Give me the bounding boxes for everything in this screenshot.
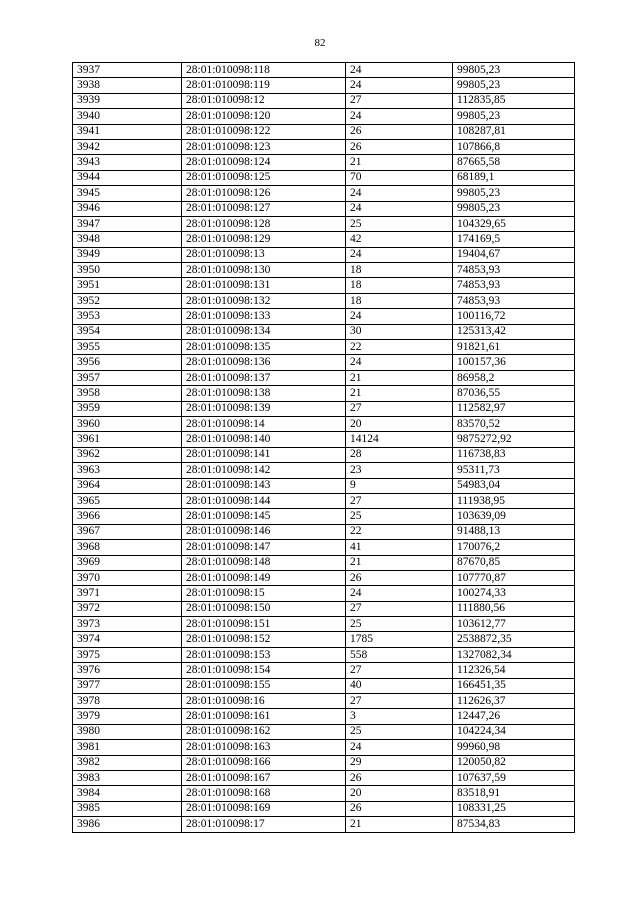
cadastral-number-cell: 28:01:010098:166 — [182, 755, 346, 770]
value-cell: 166451,35 — [453, 678, 575, 693]
cadastral-number-cell: 28:01:010098:151 — [182, 617, 346, 632]
table-row — [73, 786, 575, 801]
value-cell: 68189,1 — [453, 170, 575, 185]
value-cell: 99805,23 — [453, 186, 575, 201]
value-cell: 87534,83 — [453, 817, 575, 832]
area-cell: 25 — [346, 509, 453, 524]
cadastral-number-cell: 28:01:010098:137 — [182, 370, 346, 385]
area-cell: 27 — [346, 493, 453, 508]
cadastral-number-cell: 28:01:010098:118 — [182, 63, 346, 78]
area-cell: 21 — [346, 370, 453, 385]
cadastral-number-cell: 28:01:010098:168 — [182, 786, 346, 801]
table-row — [73, 93, 575, 108]
row-index-cell: 3942 — [73, 139, 182, 154]
table-row — [73, 155, 575, 170]
row-index-cell: 3952 — [73, 293, 182, 308]
area-cell: 20 — [346, 786, 453, 801]
area-cell: 21 — [346, 817, 453, 832]
value-cell: 112326,54 — [453, 663, 575, 678]
cadastral-number-cell: 28:01:010098:141 — [182, 447, 346, 462]
table-row — [73, 401, 575, 416]
table-row — [73, 601, 575, 616]
table-row — [73, 463, 575, 478]
row-index-cell: 3947 — [73, 216, 182, 231]
value-cell: 120050,82 — [453, 755, 575, 770]
area-cell: 26 — [346, 770, 453, 785]
table-row — [73, 694, 575, 709]
area-cell: 24 — [346, 201, 453, 216]
area-cell: 18 — [346, 293, 453, 308]
value-cell: 86958,2 — [453, 370, 575, 385]
row-index-cell: 3974 — [73, 632, 182, 647]
value-cell: 91821,61 — [453, 340, 575, 355]
cadastral-number-cell: 28:01:010098:130 — [182, 263, 346, 278]
value-cell: 99805,23 — [453, 201, 575, 216]
row-index-cell: 3963 — [73, 463, 182, 478]
cadastral-number-cell: 28:01:010098:123 — [182, 139, 346, 154]
area-cell: 25 — [346, 216, 453, 231]
row-index-cell: 3957 — [73, 370, 182, 385]
row-index-cell: 3958 — [73, 386, 182, 401]
area-cell: 41 — [346, 540, 453, 555]
row-index-cell: 3975 — [73, 647, 182, 662]
area-cell: 22 — [346, 340, 453, 355]
cadastral-number-cell: 28:01:010098:136 — [182, 355, 346, 370]
value-cell: 87670,85 — [453, 555, 575, 570]
cadastral-number-cell: 28:01:010098:129 — [182, 232, 346, 247]
value-cell: 107866,8 — [453, 139, 575, 154]
row-index-cell: 3959 — [73, 401, 182, 416]
value-cell: 112582,97 — [453, 401, 575, 416]
value-cell: 95311,73 — [453, 463, 575, 478]
value-cell: 99805,23 — [453, 78, 575, 93]
table-row — [73, 478, 575, 493]
table-row — [73, 355, 575, 370]
cadastral-number-cell: 28:01:010098:152 — [182, 632, 346, 647]
data-table — [72, 62, 575, 833]
table-row — [73, 340, 575, 355]
row-index-cell: 3943 — [73, 155, 182, 170]
value-cell: 99805,23 — [453, 109, 575, 124]
table-row — [73, 570, 575, 585]
table-row — [73, 278, 575, 293]
value-cell: 111938,95 — [453, 493, 575, 508]
table-row — [73, 139, 575, 154]
cadastral-number-cell: 28:01:010098:169 — [182, 801, 346, 816]
cadastral-number-cell: 28:01:010098:124 — [182, 155, 346, 170]
value-cell: 108331,25 — [453, 801, 575, 816]
cadastral-number-cell: 28:01:010098:154 — [182, 663, 346, 678]
area-cell: 558 — [346, 647, 453, 662]
cadastral-number-cell: 28:01:010098:167 — [182, 770, 346, 785]
row-index-cell: 3973 — [73, 617, 182, 632]
value-cell: 54983,04 — [453, 478, 575, 493]
row-index-cell: 3953 — [73, 309, 182, 324]
cadastral-number-cell: 28:01:010098:146 — [182, 524, 346, 539]
cadastral-number-cell: 28:01:010098:16 — [182, 694, 346, 709]
table-row — [73, 309, 575, 324]
row-index-cell: 3976 — [73, 663, 182, 678]
area-cell: 22 — [346, 524, 453, 539]
row-index-cell: 3961 — [73, 432, 182, 447]
value-cell: 108287,81 — [453, 124, 575, 139]
value-cell: 74853,93 — [453, 278, 575, 293]
row-index-cell: 3937 — [73, 63, 182, 78]
row-index-cell: 3981 — [73, 740, 182, 755]
row-index-cell: 3948 — [73, 232, 182, 247]
area-cell: 24 — [346, 309, 453, 324]
cadastral-number-cell: 28:01:010098:125 — [182, 170, 346, 185]
row-index-cell: 3971 — [73, 586, 182, 601]
cadastral-number-cell: 28:01:010098:150 — [182, 601, 346, 616]
area-cell: 1785 — [346, 632, 453, 647]
value-cell: 111880,56 — [453, 601, 575, 616]
value-cell: 9875272,92 — [453, 432, 575, 447]
area-cell: 21 — [346, 555, 453, 570]
cadastral-number-cell: 28:01:010098:161 — [182, 709, 346, 724]
area-cell: 18 — [346, 278, 453, 293]
area-cell: 24 — [346, 109, 453, 124]
table-row — [73, 509, 575, 524]
cadastral-number-cell: 28:01:010098:163 — [182, 740, 346, 755]
row-index-cell: 3970 — [73, 570, 182, 585]
row-index-cell: 3954 — [73, 324, 182, 339]
value-cell: 170076,2 — [453, 540, 575, 555]
value-cell: 116738,83 — [453, 447, 575, 462]
area-cell: 29 — [346, 755, 453, 770]
area-cell: 25 — [346, 724, 453, 739]
value-cell: 104329,65 — [453, 216, 575, 231]
area-cell: 27 — [346, 694, 453, 709]
table-row — [73, 755, 575, 770]
cadastral-number-cell: 28:01:010098:153 — [182, 647, 346, 662]
table-row — [73, 632, 575, 647]
table-row — [73, 709, 575, 724]
row-index-cell: 3949 — [73, 247, 182, 262]
row-index-cell: 3962 — [73, 447, 182, 462]
table-row — [73, 78, 575, 93]
value-cell: 103612,77 — [453, 617, 575, 632]
row-index-cell: 3980 — [73, 724, 182, 739]
area-cell: 24 — [346, 247, 453, 262]
table-body — [73, 63, 575, 833]
table-row — [73, 263, 575, 278]
row-index-cell: 3950 — [73, 263, 182, 278]
cadastral-number-cell: 28:01:010098:142 — [182, 463, 346, 478]
table-row — [73, 586, 575, 601]
row-index-cell: 3985 — [73, 801, 182, 816]
area-cell: 27 — [346, 601, 453, 616]
value-cell: 91488,13 — [453, 524, 575, 539]
table-row — [73, 617, 575, 632]
table-row — [73, 247, 575, 262]
cadastral-number-cell: 28:01:010098:122 — [182, 124, 346, 139]
value-cell: 104224,34 — [453, 724, 575, 739]
table-row — [73, 201, 575, 216]
row-index-cell: 3964 — [73, 478, 182, 493]
value-cell: 83518,91 — [453, 786, 575, 801]
cadastral-number-cell: 28:01:010098:162 — [182, 724, 346, 739]
value-cell: 107770,87 — [453, 570, 575, 585]
row-index-cell: 3977 — [73, 678, 182, 693]
table-row — [73, 63, 575, 78]
table-row — [73, 232, 575, 247]
row-index-cell: 3984 — [73, 786, 182, 801]
table-row — [73, 170, 575, 185]
table-row — [73, 324, 575, 339]
value-cell: 107637,59 — [453, 770, 575, 785]
table-row — [73, 432, 575, 447]
cadastral-number-cell: 28:01:010098:14 — [182, 416, 346, 431]
table-row — [73, 663, 575, 678]
table-row — [73, 524, 575, 539]
cadastral-number-cell: 28:01:010098:149 — [182, 570, 346, 585]
value-cell: 1327082,34 — [453, 647, 575, 662]
table-row — [73, 293, 575, 308]
value-cell: 103639,09 — [453, 509, 575, 524]
value-cell: 112626,37 — [453, 694, 575, 709]
cadastral-number-cell: 28:01:010098:138 — [182, 386, 346, 401]
value-cell: 100116,72 — [453, 309, 575, 324]
cadastral-number-cell: 28:01:010098:119 — [182, 78, 346, 93]
table-row — [73, 416, 575, 431]
cadastral-number-cell: 28:01:010098:134 — [182, 324, 346, 339]
value-cell: 174169,5 — [453, 232, 575, 247]
row-index-cell: 3939 — [73, 93, 182, 108]
row-index-cell: 3941 — [73, 124, 182, 139]
table-row — [73, 647, 575, 662]
value-cell: 99960,98 — [453, 740, 575, 755]
cadastral-number-cell: 28:01:010098:147 — [182, 540, 346, 555]
area-cell: 23 — [346, 463, 453, 478]
area-cell: 21 — [346, 155, 453, 170]
table-row — [73, 447, 575, 462]
area-cell: 26 — [346, 570, 453, 585]
area-cell: 27 — [346, 663, 453, 678]
row-index-cell: 3982 — [73, 755, 182, 770]
table-row — [73, 216, 575, 231]
row-index-cell: 3955 — [73, 340, 182, 355]
value-cell: 74853,93 — [453, 263, 575, 278]
cadastral-number-cell: 28:01:010098:132 — [182, 293, 346, 308]
area-cell: 14124 — [346, 432, 453, 447]
table-row — [73, 540, 575, 555]
area-cell: 27 — [346, 93, 453, 108]
table-row — [73, 109, 575, 124]
cadastral-number-cell: 28:01:010098:155 — [182, 678, 346, 693]
table-row — [73, 740, 575, 755]
table-row — [73, 817, 575, 832]
cadastral-number-cell: 28:01:010098:128 — [182, 216, 346, 231]
table-row — [73, 678, 575, 693]
row-index-cell: 3983 — [73, 770, 182, 785]
cadastral-number-cell: 28:01:010098:126 — [182, 186, 346, 201]
cadastral-number-cell: 28:01:010098:127 — [182, 201, 346, 216]
cadastral-number-cell: 28:01:010098:17 — [182, 817, 346, 832]
row-index-cell: 3986 — [73, 817, 182, 832]
value-cell: 12447,26 — [453, 709, 575, 724]
table-row — [73, 370, 575, 385]
cadastral-number-cell: 28:01:010098:135 — [182, 340, 346, 355]
area-cell: 26 — [346, 139, 453, 154]
row-index-cell: 3940 — [73, 109, 182, 124]
area-cell: 24 — [346, 186, 453, 201]
cadastral-number-cell: 28:01:010098:148 — [182, 555, 346, 570]
cadastral-number-cell: 28:01:010098:133 — [182, 309, 346, 324]
area-cell: 24 — [346, 63, 453, 78]
area-cell: 9 — [346, 478, 453, 493]
area-cell: 26 — [346, 801, 453, 816]
area-cell: 24 — [346, 740, 453, 755]
row-index-cell: 3966 — [73, 509, 182, 524]
table-row — [73, 124, 575, 139]
row-index-cell: 3972 — [73, 601, 182, 616]
table-row — [73, 724, 575, 739]
row-index-cell: 3938 — [73, 78, 182, 93]
row-index-cell: 3944 — [73, 170, 182, 185]
cadastral-number-cell: 28:01:010098:144 — [182, 493, 346, 508]
cadastral-number-cell: 28:01:010098:145 — [182, 509, 346, 524]
area-cell: 30 — [346, 324, 453, 339]
value-cell: 2538872,35 — [453, 632, 575, 647]
row-index-cell: 3960 — [73, 416, 182, 431]
value-cell: 112835,85 — [453, 93, 575, 108]
cadastral-number-cell: 28:01:010098:139 — [182, 401, 346, 416]
value-cell: 100274,33 — [453, 586, 575, 601]
area-cell: 25 — [346, 617, 453, 632]
value-cell: 87036,55 — [453, 386, 575, 401]
area-cell: 3 — [346, 709, 453, 724]
area-cell: 24 — [346, 78, 453, 93]
row-index-cell: 3956 — [73, 355, 182, 370]
cadastral-number-cell: 28:01:010098:143 — [182, 478, 346, 493]
value-cell: 100157,36 — [453, 355, 575, 370]
area-cell: 24 — [346, 586, 453, 601]
value-cell: 19404,67 — [453, 247, 575, 262]
row-index-cell: 3969 — [73, 555, 182, 570]
value-cell: 99805,23 — [453, 63, 575, 78]
area-cell: 27 — [346, 401, 453, 416]
cadastral-number-cell: 28:01:010098:13 — [182, 247, 346, 262]
value-cell: 87665,58 — [453, 155, 575, 170]
cadastral-number-cell: 28:01:010098:15 — [182, 586, 346, 601]
area-cell: 24 — [346, 355, 453, 370]
row-index-cell: 3951 — [73, 278, 182, 293]
table-row — [73, 186, 575, 201]
table-row — [73, 555, 575, 570]
area-cell: 21 — [346, 386, 453, 401]
area-cell: 70 — [346, 170, 453, 185]
value-cell: 125313,42 — [453, 324, 575, 339]
area-cell: 42 — [346, 232, 453, 247]
row-index-cell: 3945 — [73, 186, 182, 201]
value-cell: 74853,93 — [453, 293, 575, 308]
table-row — [73, 386, 575, 401]
page-number: 82 — [314, 37, 326, 49]
table-row — [73, 801, 575, 816]
cadastral-number-cell: 28:01:010098:120 — [182, 109, 346, 124]
area-cell: 40 — [346, 678, 453, 693]
row-index-cell: 3979 — [73, 709, 182, 724]
table-row — [73, 770, 575, 785]
row-index-cell: 3965 — [73, 493, 182, 508]
row-index-cell: 3967 — [73, 524, 182, 539]
value-cell: 83570,52 — [453, 416, 575, 431]
row-index-cell: 3946 — [73, 201, 182, 216]
cadastral-number-cell: 28:01:010098:140 — [182, 432, 346, 447]
cadastral-number-cell: 28:01:010098:131 — [182, 278, 346, 293]
area-cell: 28 — [346, 447, 453, 462]
area-cell: 26 — [346, 124, 453, 139]
table-row — [73, 493, 575, 508]
cadastral-number-cell: 28:01:010098:12 — [182, 93, 346, 108]
row-index-cell: 3968 — [73, 540, 182, 555]
area-cell: 18 — [346, 263, 453, 278]
area-cell: 20 — [346, 416, 453, 431]
row-index-cell: 3978 — [73, 694, 182, 709]
